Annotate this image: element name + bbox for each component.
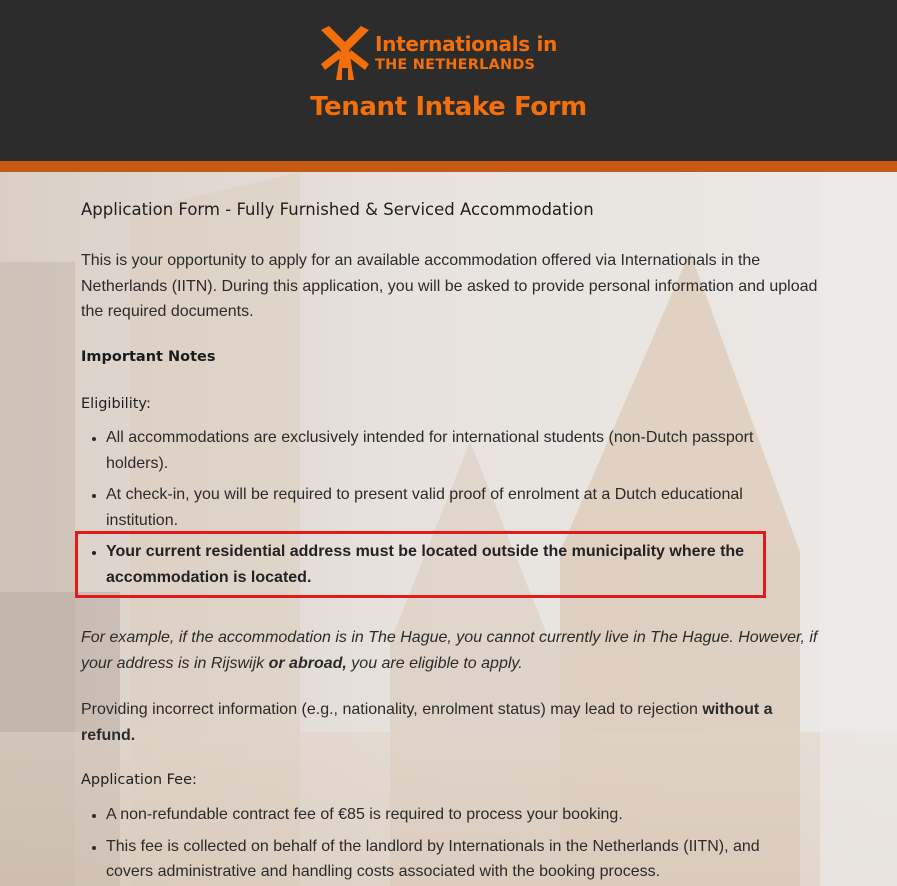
brand-logo[interactable] (319, 22, 557, 84)
intro-paragraph: This is your opportunity to apply for an available accommodation offered via Internationals in the Netherlands (IITN). During this application, you will be asked to provide personal information and upload the required documents. (81, 252, 818, 320)
eligibility-label: Eligibility: (81, 396, 151, 412)
list-item-highlighted: • Your current residential address must be located outside the municipality where the accommodation is located. (106, 539, 806, 590)
header-accent-bar (0, 161, 897, 172)
example-note (81, 625, 821, 676)
logo-subtitle: THE NETHERLANDS (375, 56, 536, 73)
page-title: Tenant Intake Form (310, 92, 587, 122)
page-header (0, 0, 897, 161)
example-text: For example, if the accommodation is in The Hague, you cannot currently live in The Hague. However, if your address is in Rijswijk (81, 629, 818, 672)
example-emphasis: or abroad, (268, 654, 347, 672)
list-item: • At check-in, you will be required to present valid proof of enrolment at a Dutch educational institution. (106, 482, 806, 533)
list-item: • All accommodations are exclusively intended for international students (non-Dutch passport holders). (106, 425, 806, 476)
list-item: • A non-refundable contract fee of €85 is required to process your booking. (106, 802, 806, 828)
fee-list (81, 802, 806, 886)
warning-note (81, 697, 821, 748)
warning-emphasis: without a refund. (81, 701, 773, 744)
example-text-end: you are eligible to apply. (346, 654, 523, 672)
section-title: Application Form - Fully Furnished & Serviced Accommodation (81, 200, 594, 219)
warning-text: Providing incorrect information (e.g., nationality, enrolment status) may lead to rejection (81, 701, 703, 718)
important-notes-heading: Important Notes (81, 349, 216, 365)
windmill-icon (319, 24, 371, 82)
list-item: • This fee is collected on behalf of the landlord by Internationals in the Netherlands (IITN), and covers administrative and handling costs associated with the booking process. (106, 834, 806, 885)
highlight-annotation-box (75, 531, 766, 598)
application-fee-label: Application Fee: (81, 772, 197, 788)
logo-title: Internationals in (375, 31, 558, 56)
